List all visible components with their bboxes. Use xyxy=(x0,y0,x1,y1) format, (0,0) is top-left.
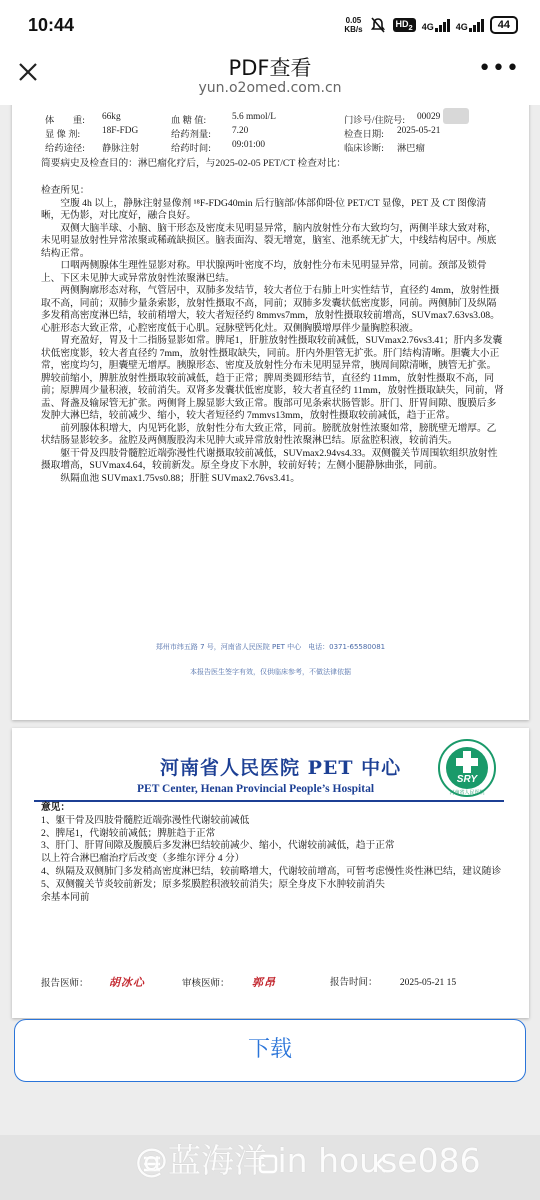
info-label: 血 糖 值: xyxy=(171,116,207,126)
findings-paragraph: 躯干骨及四肢骨髓腔近端弥漫性代谢摄取较前减低，SUVmax2.94vs4.33。双侧髋关节周围软组织放射性摄取增高，SUVmax4.64，较前新发。原全身皮下水肿，较前好转；左侧小腿静脉曲张，同前。 xyxy=(41,447,498,471)
title-bar xyxy=(0,50,540,105)
info-value: 09:01:00 xyxy=(232,140,266,150)
hospital-name-cn: 河南省人民医院 PET 中心 xyxy=(160,757,402,779)
info-value: 淋巴瘤 xyxy=(397,144,425,154)
page-footer-disclaimer: 本报告医生签字有效，仅供临床参考，不做法律依据 xyxy=(190,668,351,676)
hd-text: HD xyxy=(395,18,409,29)
status-bar xyxy=(0,0,540,50)
signal-1 xyxy=(422,19,450,32)
review-doctor-label: 审核医师： xyxy=(182,979,230,989)
page-title: PDF查看 xyxy=(228,56,312,80)
history-text: 简要病史及检查目的：淋巴瘤化疗后，与2025-02-05 PET/CT 检查对比： xyxy=(41,158,346,169)
info-value: 2025-05-21 xyxy=(397,126,441,136)
findings-paragraph: 纵隔血池 SUVmax1.75vs0.88；肝脏 SUVmax2.76vs3.41。 xyxy=(60,472,300,484)
info-label: 检查日期: xyxy=(344,130,384,140)
findings-paragraph: 前列腺体积增大，内见钙化影，放射性分布大致正常，同前。膀胱放射性浓聚如常，膀胱壁无增厚。乙状结肠显影较多。盆腔及两侧腹股沟未见肿大或异常放射性浓聚淋巴结。原盆腔积液，较前消失。 xyxy=(41,422,497,446)
pdf-viewer[interactable] xyxy=(0,105,540,1135)
review-doctor xyxy=(182,974,276,990)
info-value: 00029 xyxy=(417,112,441,122)
findings-paragraph: 空腹 4h 以上，静脉注射显像剂 ¹⁸F-FDG40min 后行脑部/体部仰卧位 PET/CT 显像，PET 及 CT 图像清晰，无伪影，对比度好，融合良好。 xyxy=(41,197,487,221)
page-footer-address: 郑州市纬五路 7 号，河南省人民医院 PET 中心 电话：0371-65580081 xyxy=(155,643,386,651)
opinion-item: 余基本同前 xyxy=(41,891,90,903)
opinion-item: 5、双侧髋关节炎较前新发；原多浆膜腔积液较前消失；原全身皮下水肿较前消失 xyxy=(41,878,385,890)
status-icons xyxy=(344,16,518,34)
report-doctor-label: 报告医师： xyxy=(41,979,89,989)
findings-title: 检查所见： xyxy=(41,185,90,196)
hospital-name-en: PET Center, Henan Provincial People’s Hospital xyxy=(137,783,375,795)
review-doctor-signature: 郭昂 xyxy=(251,977,276,989)
more-options-icon[interactable]: ••• xyxy=(478,56,520,81)
info-value: 66kg xyxy=(102,112,121,122)
opinion-title: 意见： xyxy=(41,802,71,813)
network-speed xyxy=(344,16,362,34)
report-time-value: 2025-05-21 15 xyxy=(399,978,457,988)
pdf-page-2 xyxy=(12,728,529,1018)
findings-section xyxy=(41,173,504,485)
signal-bars-icon xyxy=(435,19,450,32)
report-doctor-signature: 胡冰心 xyxy=(108,977,145,989)
signal-1-label: 4G xyxy=(421,21,434,32)
report-time xyxy=(330,974,456,988)
signal-2-label: 4G xyxy=(455,21,468,32)
pdf-page-1 xyxy=(12,105,529,720)
watermark: @蓝海洋 in house086 xyxy=(135,1141,481,1180)
opinion-item: 4、纵隔及双侧肺门多发稍高密度淋巴结，较前略增大，代谢较前增高，可暂考虑慢性炎性淋巴结，建议随诊 xyxy=(41,865,502,877)
net-speed-unit: KB/s xyxy=(344,25,363,34)
opinion-item: 3、肝门、肝胃间隙及腹膜后多发淋巴结较前减少、缩小，代谢较前减低，趋于正常 xyxy=(41,840,395,852)
findings-paragraph: 两侧胸廓形态对称，气管居中，双肺多发结节，较大者位于右肺上叶实性结节，直径约 4mm，放射性摄取不高，同前；双肺少量条索影，放射性摄取不高，同前；双肺多发囊状低密度影，同前。两侧肺门及纵隔多发稍高密度淋巴结，较前稍增大，较大者短径约 8mmvs7mm，放射性摄取较前增高，SUVmax7.63vs3.08。心脏形态大致正常，心腔密度低于心肌。冠脉壁钙化灶。双侧胸膜增厚伴少量胸腔积液。 xyxy=(41,285,500,334)
info-value: 18F-FDG xyxy=(102,126,139,136)
report-doctor xyxy=(41,974,145,990)
opinion-section xyxy=(41,802,511,904)
net-speed-value: 0.05 xyxy=(345,16,362,25)
redaction-mask xyxy=(443,108,469,124)
logo-text: SRY xyxy=(456,774,478,785)
info-label: 门诊号/住院号: xyxy=(344,116,405,126)
opinion-item: 以上符合淋巴瘤治疗后改变（多维尔评分 4 分） xyxy=(41,853,245,865)
info-label: 体 重: xyxy=(45,116,85,126)
logo-ring-text: 河南省人民医院 xyxy=(449,790,485,796)
signal-2 xyxy=(456,19,484,32)
opinion-item: 2、脾尾1，代谢较前减低；脾脏趋于正常 xyxy=(41,827,216,839)
battery-indicator: 44 xyxy=(490,16,518,34)
hd-badge xyxy=(393,18,416,33)
findings-paragraph: 口咽两侧腺体生理性显影对称。甲状腺两叶密度不均，放射性分布未见明显异常，同前。颈部及锁骨上、下区未见肿大或异常放射性浓聚淋巴结。 xyxy=(41,260,487,284)
info-label: 给药剂量: xyxy=(171,130,211,140)
hospital-logo xyxy=(437,738,497,798)
signal-bars-icon xyxy=(469,19,484,32)
clock: 10:44 xyxy=(28,14,75,35)
report-time-label: 报告时间： xyxy=(330,978,378,988)
opinion-item: 1、躯干骨及四肢骨髓腔近端弥漫性代谢较前减低 xyxy=(41,814,250,826)
findings-paragraph: 胃充盈好，胃及十二指肠显影如常。脾尾1，肝脏放射性摄取较前减低，SUVmax2.76vs3.41；肝内多发囊状低密度影，较大者直径约 7mm，放射性摄取缺失，同前。肝内外胆管无扩张。肝门结构清晰。胆囊大小正常，密度均匀，胆囊壁无增厚。胰腺形态、密度及放射性分布未见明显异常，胰周间隙清晰，胰管无扩张。脾较前缩小，脾脏放射性摄取较前减低，趋于正常；脾周类圆形结节，直径约 11mm，放射性摄取不高，同前；原脾周少量积液，较前消失。双肾多发囊状低密度影，较大者直径约 11mm，放射性摄取缺失，同前，肾盂、肾盏及输尿管无扩张。两侧肾上腺显影大致正常。腹部可见条索状肠管影。肝门、肝胃间隙、腹膜后多发肿大淋巴结，较前减少、缩小，较大者短径约 7mmvs13mm，放射性摄取较前减低，趋于正常。 xyxy=(41,335,504,421)
info-label: 给药途径: xyxy=(45,144,85,154)
page-url: yun.o2omed.com.cn xyxy=(198,80,342,96)
info-value: 5.6 mmol/L xyxy=(232,112,276,122)
info-value: 7.20 xyxy=(232,126,249,136)
info-label: 临床诊断: xyxy=(344,144,384,154)
mute-icon xyxy=(369,16,387,34)
info-label: 显 像 剂: xyxy=(45,130,81,140)
download-button[interactable]: 下载 xyxy=(14,1019,526,1082)
info-value: 静脉注射 xyxy=(102,144,140,154)
findings-paragraph: 双侧大脑半球、小脑、脑干形态及密度未见明显异常，脑内放射性分布大致均匀，两侧半球大致对称，未见明显放射性异常浓聚或稀疏缺损区。脑表面沟、裂无增宽，脑室、池系统无扩大，中线结构居中。颅底结构正常。 xyxy=(41,222,497,259)
hd-num: 2 xyxy=(408,22,413,32)
info-label: 给药时间: xyxy=(171,144,211,154)
